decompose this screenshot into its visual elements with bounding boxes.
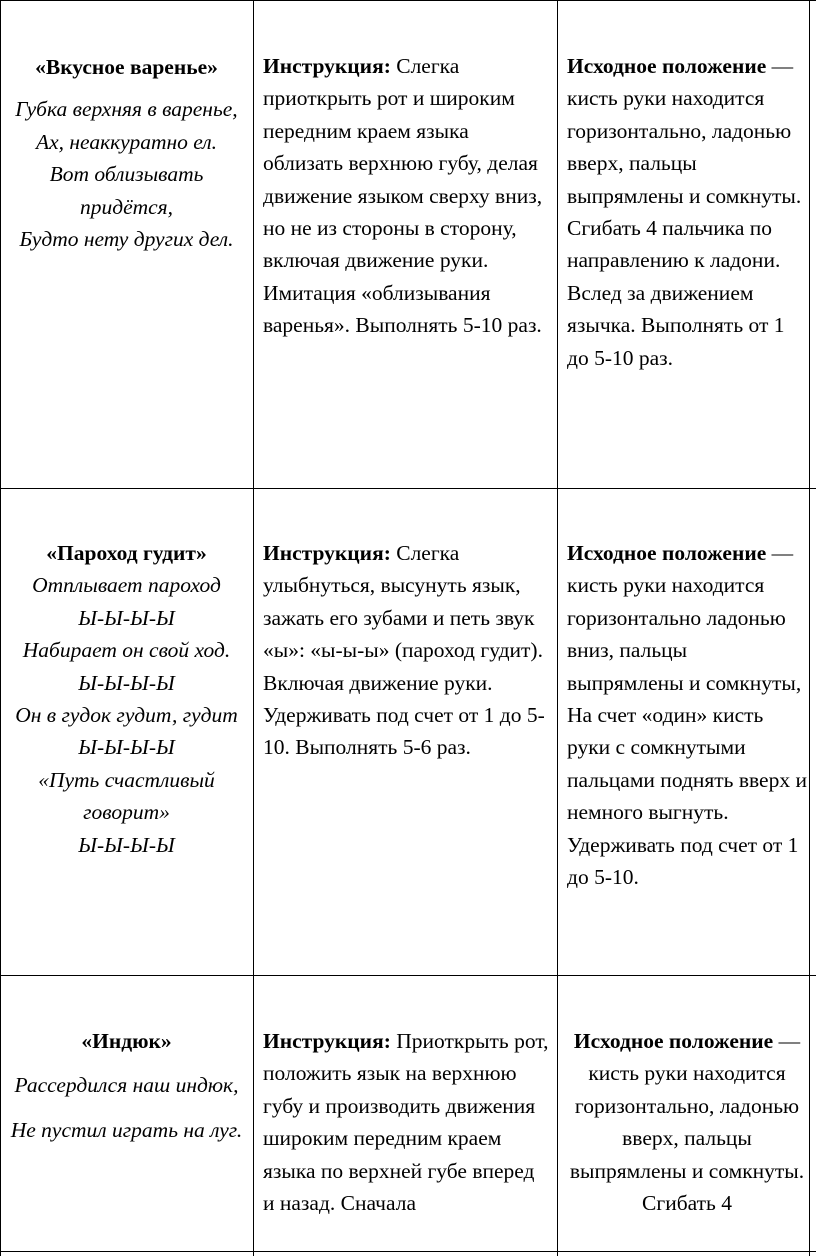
instruction-text: Слегка улыбнуться, высунуть язык, зажать его зубами и петь звук «ы»: «ы-ы-ы» (пароход гудит). Включая движение руки. Удерживать под счет от 1 до 5-10. Выполнять 5-6 раз. (263, 541, 545, 760)
row1-position-cell (567, 50, 807, 374)
row1-instruction-cell (263, 50, 551, 342)
poem-line: Отплывает пароход (32, 573, 221, 598)
position-label: Исходное положение (567, 541, 767, 565)
row3-position-cell (565, 1025, 809, 1219)
poem-line: Ы-Ы-Ы-Ы (78, 605, 175, 630)
position-label: Исходное положение (573, 1029, 774, 1053)
table-row-divider-2 (0, 975, 816, 976)
position-text: — кисть руки находится горизонтально ладонью вниз, пальцы выпрямлены и сомкнуты, На счет «один» кисть руки с сомкнутыми пальцами поднять вверх и немного выгнуть. Удерживать под счет от 1 до 5-10. (567, 541, 807, 890)
table-border-right (809, 0, 810, 1256)
instruction-text: Слегка приоткрыть рот и широким передним краем языка облизать верхнюю губу, делая движение языком сверху вниз, но не из стороны в сторону, включая движение руки. Имитация «облизывания варенья». Выполнять 5-10 раз. (263, 54, 543, 338)
poem-line: Ы-Ы-Ы-Ы (78, 832, 175, 857)
row2-position-cell (567, 537, 807, 893)
instruction-label: Инструкция: (263, 54, 391, 78)
exercise-title: «Вкусное варенье» (35, 55, 218, 79)
position-text: — кисть руки находится горизонтально, ладонью вверх, пальцы выпрямлены и сомкнуты. Сгибать 4 (569, 1029, 805, 1216)
poem-line: Не пустил играть на луг. (10, 1117, 243, 1142)
position-text: — кисть руки находится горизонтально, ладонью вверх, пальцы выпрямлены и сомкнуты. Сгибать 4 пальчика по направлению к ладони. Вслед за движением язычка. Выполнять от 1 до 5-10 раз. (567, 54, 802, 370)
instruction-text: Приоткрыть рот, положить язык на верхнюю губу и производить движения широким передним краем языка по верхней губе вперед и назад. Сначала (263, 1029, 549, 1216)
poem-line: «Путь счастливый говорит» (38, 767, 215, 825)
exercise-title: «Пароход гудит» (46, 541, 207, 565)
exercise-title: «Индюк» (81, 1029, 172, 1053)
poem-line: Рассердился наш индюк, (14, 1073, 239, 1098)
table-row-divider-1 (0, 488, 816, 489)
poem-line: Будто нету других дел. (19, 227, 234, 252)
row2-instruction-cell (263, 537, 551, 764)
poem-line: Губка верхняя в варенье, (15, 97, 238, 122)
row3-instruction-cell (263, 1025, 551, 1219)
row1-poem-cell (8, 51, 245, 255)
poem-line: Ы-Ы-Ы-Ы (78, 670, 175, 695)
row3-poem-cell (8, 1025, 245, 1146)
table-column-divider-2 (557, 0, 558, 1256)
poem-line: Ы-Ы-Ы-Ы (78, 735, 175, 760)
table-border-bottom (0, 1251, 816, 1252)
poem-line: Он в гудок гудит, гудит (15, 703, 238, 728)
poem-line: Ах, неаккуратно ел. (35, 129, 218, 154)
table-column-divider-1 (253, 0, 254, 1256)
row2-poem-cell (8, 537, 245, 861)
table-border-top (0, 0, 816, 1)
poem-line: Вот облизывать придётся, (49, 162, 204, 219)
instruction-label: Инструкция: (263, 1029, 391, 1053)
position-label: Исходное положение (567, 54, 767, 78)
poem-line: Набирает он свой ход. (22, 638, 231, 663)
table-border-left (0, 0, 1, 1256)
instruction-label: Инструкция: (263, 541, 391, 565)
